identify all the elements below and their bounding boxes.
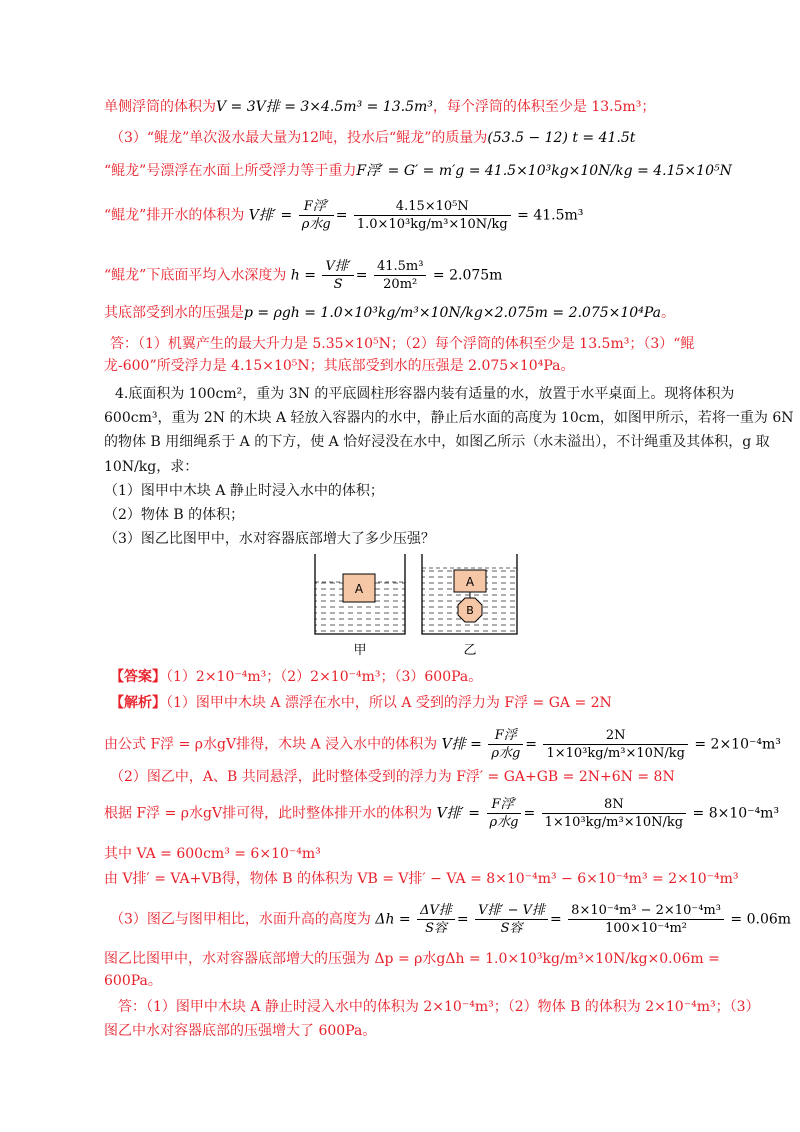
text-fragment: 根据 F浮 = ρ水gV排可得，此时整体排开水的体积为 — [104, 805, 433, 822]
text-fragment: 单侧浮筒的体积为 — [104, 99, 216, 115]
text-fragment: “鲲龙”号漂浮在水面上所受浮力等于重力 — [104, 163, 357, 179]
answer-line: 图乙中水对容器底部的压强增大了 600Pa。 — [104, 1023, 377, 1039]
text-fragment: 由公式 F浮 = ρ水gV排得，木块 A 浸入水中的体积为 — [104, 736, 438, 753]
analysis-line: （2）图乙中，A、B 共同悬浮，此时整体受到的浮力为 F浮′ = GA+GB = 2N+6N = 8N — [110, 769, 675, 785]
fraction — [475, 902, 548, 937]
math-expression: (53.5 − 12) t = 41.5t — [487, 130, 636, 146]
problem-text: 的物体 B 用细绳系于 A 的下方，使 A 恰好浸没在水中，如图乙所示（水未溢出），不计绳重及其体积，g 取 — [104, 434, 770, 450]
fraction — [417, 902, 455, 937]
answer-line: 答：（1）机翼产生的最大升力是 5.35×10⁵N；（2）每个浮筒的体积至少是 13.5m³；（3）“鲲 — [110, 336, 695, 352]
fraction-denominator: ρ水g — [489, 815, 519, 830]
line-displaced-volume: “鲲龙”排开水的体积为 V排′ = $\frac{\text{F浮′}}{\text{ρ水g}}$ = $\frac{\text{4.15×10⁵N}}{\text{1.0×10³kg/m³×10N/kg}}$ = 41.5m³ — [104, 199, 584, 232]
math-lhs: h = — [290, 267, 316, 284]
fraction — [299, 198, 334, 233]
problem-figure — [312, 550, 526, 662]
math-lhs: V排 = — [441, 736, 482, 753]
math-expression: F浮′ = G′ = m′g = 41.5×10³kg×10N/kg = 4.15×10⁵N — [356, 163, 732, 179]
text-fragment: （3）图乙与图甲相比，水面升高的高度为 — [110, 911, 371, 928]
fraction-numerator: 41.5m³ — [374, 258, 426, 276]
question-item: （3）图乙比图甲中，水对容器底部增大了多少压强？ — [104, 531, 435, 547]
text-fragment: 其底部受到水的压强是 — [104, 305, 244, 321]
fraction-denominator: S容 — [425, 921, 447, 936]
fraction-denominator: 1×10³kg/m³×10N/kg — [544, 815, 684, 830]
problem-text: 4.底面积为 100cm²，重为 3N 的平底圆柱形容器内装有适量的水，放置于水平桌面上。现将体积为 — [115, 386, 735, 402]
math-expression: V = 3V排 = 3×4.5m³ = 13.5m³ — [216, 99, 433, 115]
math-expression: p = ρgh = 1.0×10³kg/m³×10N/kg×2.075m = 2.075×10⁴Pa — [244, 305, 661, 321]
fraction-denominator: S容 — [500, 921, 523, 936]
fraction-denominator: 1.0×10³kg/m³×10N/kg — [356, 217, 508, 232]
fraction-numerator: 8×10⁻⁴m³ − 2×10⁻⁴m³ — [568, 902, 724, 920]
analysis-line: 图乙比图甲中，水对容器底部增大的压强为 Δp = ρ水gΔh = 1.0×10³kg/m³×10N/kg×0.06m = — [104, 951, 720, 967]
math-lhs: Δh = — [375, 911, 411, 928]
text-fragment: “鲲龙”排开水的体积为 — [104, 207, 245, 224]
analysis-line: 由 V排′ = VA+VB得，物体 B 的体积为 VB = V排′ − VA = 8×10⁻⁴m³ − 6×10⁻⁴m³ = 2×10⁻⁴m³ — [104, 871, 739, 887]
answer-line: 龙-600”所受浮力是 4.15×10⁵N；其底部受到水的压强是 2.075×10⁴Pa。 — [104, 358, 575, 374]
fraction-denominator: ρ水g — [301, 217, 331, 232]
analysis-tag: 【解析】 — [110, 695, 166, 711]
text-fragment: ，每个浮筒的体积至少是 13.5m³； — [432, 99, 656, 115]
line-height-rise: （3）图乙与图甲相比，水面升高的高度为 Δh = $\frac{\text{ΔV排}}{\text{S容}}$ = $\frac{\text{V排′ − V排}}{\text{S容}}$ = $\frac{\text{8×10⁻⁴m³ − 2×10⁻⁴m³}}{\text{100×10⁻⁴m²}}$ = 0.06m — [110, 903, 792, 936]
fraction — [568, 902, 724, 937]
fraction-numerator: V排′ − V排 — [475, 902, 548, 920]
fraction-denominator: 20m² — [383, 277, 418, 292]
fraction-denominator: S — [333, 277, 343, 292]
text-fragment: 。 — [660, 305, 675, 321]
analysis-line — [110, 693, 612, 713]
fraction — [543, 727, 687, 762]
line-volume-total: 根据 F浮 = ρ水gV排可得，此时整体排开水的体积为 V排′ = $\frac{\text{F浮′}}{\text{ρ水g}}$ = $\frac{8N}{\text{1×10³kg/m³×10N/kg}}$ = 8×10⁻⁴m³ — [104, 797, 780, 830]
fraction — [374, 258, 426, 293]
container-yi — [422, 554, 517, 634]
analysis-line: 600Pa。 — [104, 973, 162, 989]
line-volume-a: 由公式 F浮 = ρ水gV排得，木块 A 浸入水中的体积为 V排 = $\frac{\text{F浮}}{\text{ρ水g}}$ = $\frac{2N}{\text{1×10³kg/m³×10N/kg}}$ = 2×10⁻⁴m³ — [104, 728, 781, 761]
object-b-label: B — [466, 604, 474, 617]
math-result: = 41.5m³ — [517, 207, 584, 224]
math-lhs: V排′ = — [436, 805, 481, 822]
text-fragment: （1）图甲中木块 A 漂浮在水中，所以 A 受到的浮力为 F浮 = GA = 2N — [166, 695, 612, 711]
fraction-numerator: 2N — [543, 727, 687, 745]
fraction — [322, 258, 353, 293]
fraction-denominator: 1×10³kg/m³×10N/kg — [546, 746, 685, 761]
fraction-numerator: F浮 — [488, 727, 523, 745]
fraction — [487, 796, 522, 831]
line-buoyancy-force — [104, 161, 732, 181]
fraction-numerator: F浮′ — [487, 796, 522, 814]
caption-yi: 乙 — [463, 643, 477, 658]
fraction-numerator: F浮′ — [299, 198, 334, 216]
block-a-label: A — [354, 582, 364, 596]
block-a-label: A — [465, 575, 475, 589]
text-fragment: （3）“鲲龙”单次汲水最大量为12吨，投水后“鲲龙”的质量为 — [110, 130, 488, 146]
answer-summary — [110, 667, 482, 687]
container-jia — [315, 554, 405, 634]
question-item: （1）图甲中木块 A 静止时浸入水中的体积； — [104, 483, 384, 499]
line-immersion-depth: “鲲龙”下底面平均入水深度为 h = $\frac{\text{V排′}}{S}$ = $\frac{\text{41.5m³}}{\text{20m²}}$ = 2.075m — [104, 259, 503, 292]
fraction-numerator: 4.15×10⁵N — [354, 198, 511, 216]
line-float-volume — [104, 97, 655, 117]
math-result: = 2.075m — [432, 267, 503, 284]
fraction-numerator: 8N — [542, 796, 686, 814]
line-bottom-pressure — [104, 303, 675, 323]
math-lhs: V排′ = — [248, 207, 293, 224]
containers-diagram — [312, 550, 526, 658]
math-result: = 8×10⁻⁴m³ — [692, 805, 780, 822]
fraction-numerator: V排′ — [322, 258, 353, 276]
question-item: （2）物体 B 的体积； — [104, 507, 245, 523]
problem-text: 10N/kg，求： — [104, 459, 199, 475]
line-mass-after-drop — [110, 128, 635, 148]
answer-text: （1）2×10⁻⁴m³；（2）2×10⁻⁴m³；（3）600Pa。 — [166, 669, 483, 685]
math-result: = 0.06m — [730, 911, 792, 928]
math-result: = 2×10⁻⁴m³ — [694, 736, 781, 753]
answer-tag: 【答案】 — [110, 669, 166, 685]
problem-text: 600cm³，重为 2N 的木块 A 轻放入容器内的水中，静止后水面的高度为 10cm，如图甲所示，若将一重为 6N — [104, 410, 794, 426]
fraction — [488, 727, 523, 762]
text-fragment: “鲲龙”下底面平均入水深度为 — [104, 267, 287, 284]
fraction — [542, 796, 686, 831]
caption-jia: 甲 — [353, 643, 367, 658]
answer-line: 答：（1）图甲中木块 A 静止时浸入水中的体积为 2×10⁻⁴m³；（2）物体 B 的体积为 2×10⁻⁴m³；（3） — [118, 999, 760, 1015]
fraction — [354, 198, 511, 233]
analysis-line: 其中 VA = 600cm³ = 6×10⁻⁴m³ — [104, 846, 321, 862]
fraction-denominator: ρ水g — [491, 746, 521, 761]
fraction-denominator: 100×10⁻⁴m² — [605, 921, 687, 936]
fraction-numerator: ΔV排 — [417, 902, 455, 920]
